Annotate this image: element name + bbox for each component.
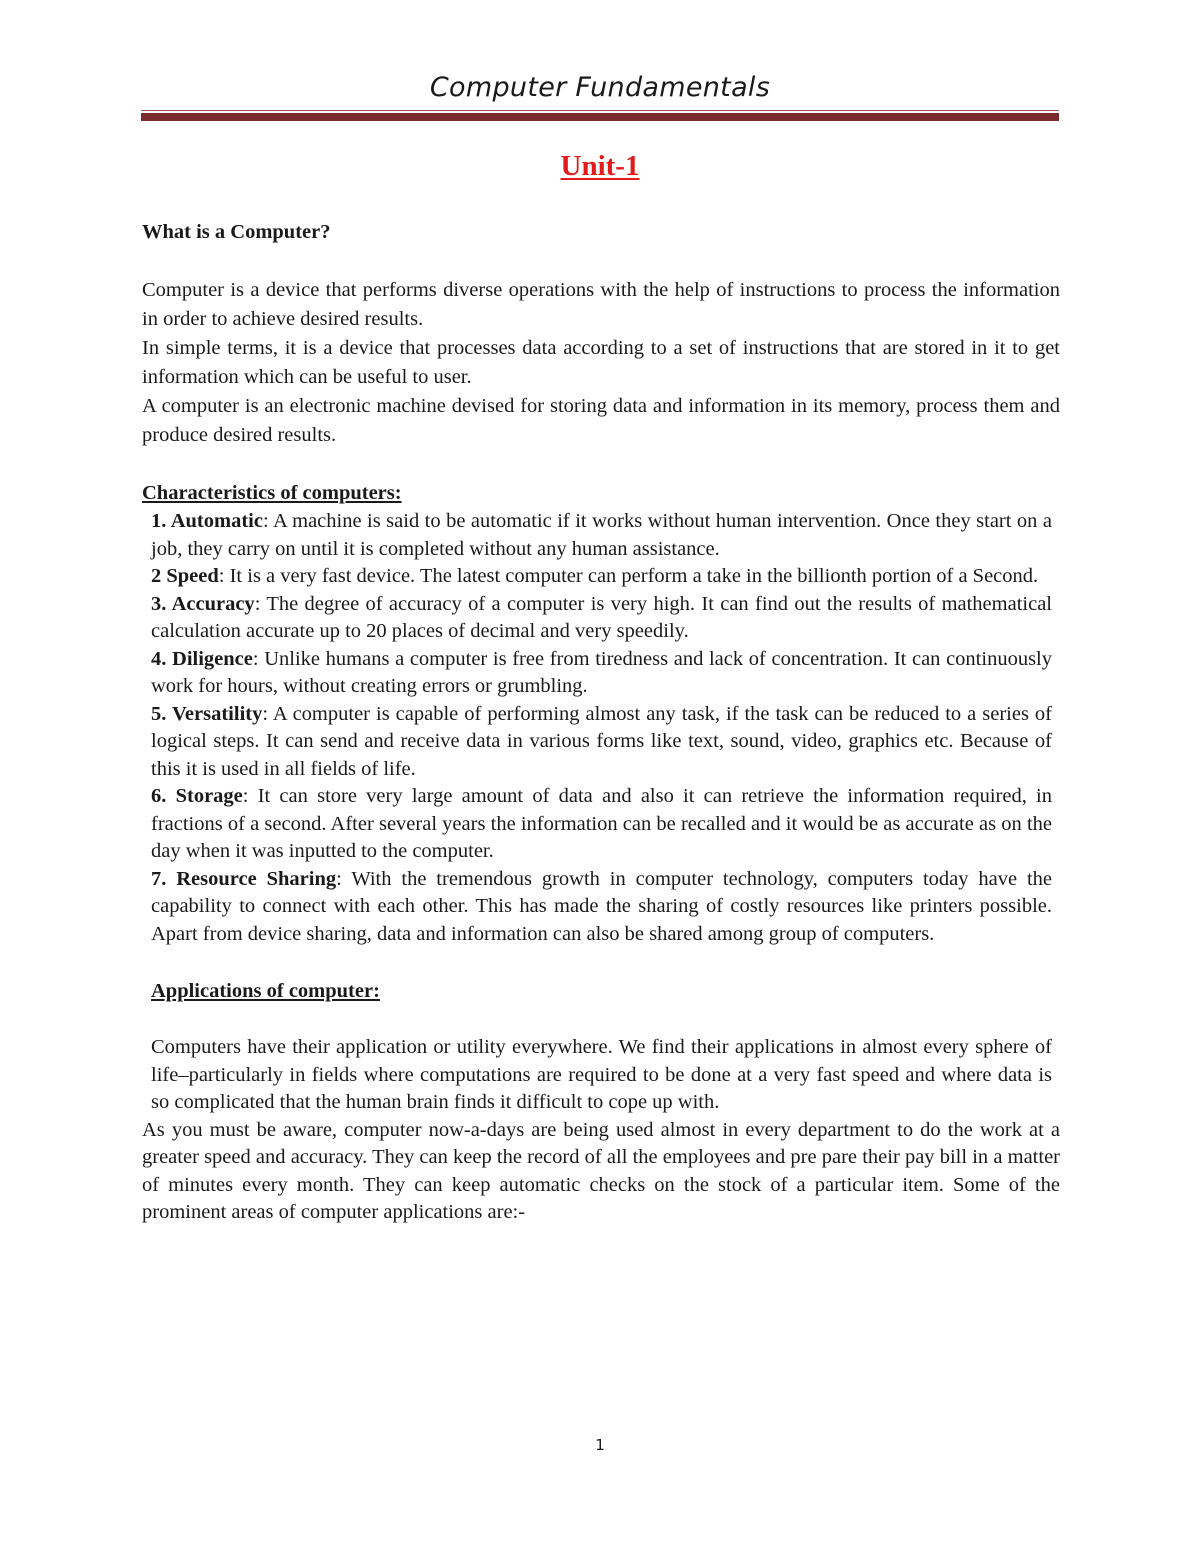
characteristics-heading: Characteristics of computers: [142, 482, 402, 504]
list-item [151, 591, 1052, 646]
intro-paragraph-2: In simple terms, it is a device that processes data according to a set of instructions that are stored in it to get information which can be useful to user. [142, 337, 1060, 388]
item-term: 2 Speed [151, 565, 219, 587]
header-rule-thin [141, 110, 1059, 111]
item-text: : With the tremendous growth in computer technology, computers today have the capability to connect with each other. This has made the sharing of costly resources like printers possible. Apart from device sharing, data and information can also be shared among group of computers. [151, 867, 1052, 945]
list-item [151, 783, 1052, 866]
item-term: 4. Diligence [151, 647, 253, 670]
document-body [142, 218, 1060, 1227]
list-item [151, 508, 1052, 563]
item-text: : It can store very large amount of data and also it can retrieve the information required, in fractions of a second. After several years the information can be recalled and it would be as accurate as on the day when it was inputted to the computer. [151, 785, 1052, 862]
applications-heading: Applications of computer: [151, 980, 380, 1002]
item-text: : A machine is said to be automatic if it works without human intervention. Once they start on a job, they carry on until it is completed without any human assistance. [151, 510, 1052, 560]
item-text: : The degree of accuracy of a computer is very high. It can find out the results of mathematical calculation accurate up to 20 places of decimal and very speedily. [151, 592, 1052, 642]
item-term: 6. Storage [151, 785, 243, 807]
list-item [151, 701, 1052, 784]
unit-title: Unit-1 [560, 150, 640, 182]
characteristics-list [151, 508, 1052, 948]
item-text: : It is a very fast device. The latest computer can perform a take in the billionth portion of a Second. [218, 565, 1039, 587]
page-header-title: Computer Fundamentals [429, 72, 771, 103]
applications-intro: Computers have their application or utility everywhere. We find their applications in almost every sphere of life–particularly in fields where computations are required to be done at a very fast speed and where data is so complicated that the human brain finds it difficult to cope up with. [151, 1036, 1052, 1113]
question-heading: What is a Computer? [142, 221, 331, 243]
list-item [151, 563, 1052, 591]
intro-paragraph-3: A computer is an electronic machine devised for storing data and information in its memory, process them and produce desired results. [142, 395, 1060, 446]
list-item [151, 646, 1052, 701]
item-term: 1. Automatic [151, 510, 263, 532]
item-text: : Unlike humans a computer is free from tiredness and lack of concentration. It can continuously work for hours, without creating errors or grumbling. [151, 647, 1052, 697]
applications-body: As you must be aware, computer now-a-days are being used almost in every department to do the work at a greater speed and accuracy. They can keep the record of all the employees and pre pare their pay bill in a matter of minutes every month. They can keep automatic checks on the stock of a particular item. Some of the prominent areas of computer applications are:- [142, 1118, 1060, 1223]
list-item [151, 866, 1052, 949]
item-term: 3. Accuracy [151, 592, 255, 615]
item-term: 5. Versatility [151, 702, 263, 725]
item-term: 7. Resource Sharing [151, 867, 337, 890]
page-number: 1 [595, 1436, 605, 1454]
header-rule [141, 113, 1059, 121]
intro-paragraph-1: Computer is a device that performs diverse operations with the help of instructions to process the information in order to achieve desired results. [142, 279, 1060, 330]
item-text: : A computer is capable of performing almost any task, if the task can be reduced to a series of logical steps. It can send and receive data in various forms like text, sound, video, graphics etc. Because of this it is used in all fields of life. [151, 702, 1052, 780]
